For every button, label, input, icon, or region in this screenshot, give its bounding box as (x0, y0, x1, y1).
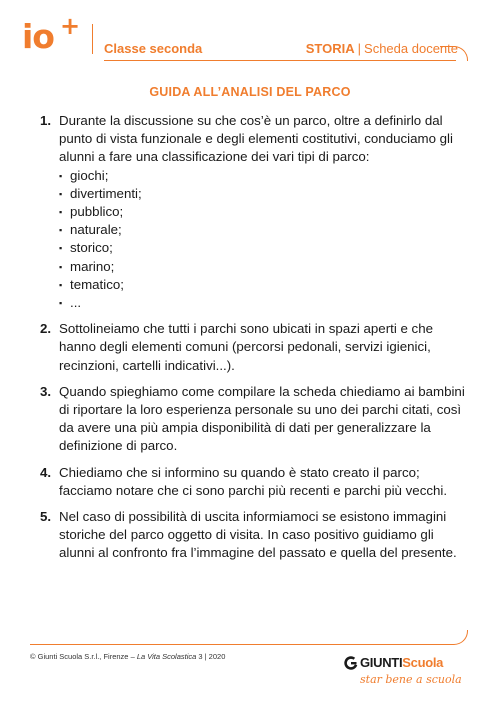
item-text: Nel caso di possibilità di uscita informiamoci se esistono immagini storiche del parco oggetto di visita. In caso positivo guidiamo gli alunni al confronto fra l’immagine del passato e quella del presente. (59, 509, 457, 561)
item-number: 5. (40, 509, 52, 525)
doc-type: Scheda docente (364, 41, 458, 56)
bullet-item: ▪ tematico; (59, 276, 465, 294)
subject-separator: | (357, 41, 362, 56)
guide-list (40, 112, 465, 571)
bullet-icon: ▪ (59, 207, 63, 218)
page-header (0, 0, 500, 72)
item-text: Quando spieghiamo come compilare la scheda chiediamo ai bambini di riportare la loro esperienza personale su uno dei parchi citati, così da avere una più ampia disponibilità di dati per generalizzare la definizione di parco. (59, 383, 465, 454)
header-rule (104, 60, 456, 61)
logo-plus: + (60, 12, 81, 40)
giunti-g-icon (344, 656, 358, 670)
item-number: 1. (40, 113, 52, 128)
publication-name: La Vita Scolastica (136, 652, 197, 661)
item-text: Durante la discussione su che cos’è un parco, oltre a definirlo dal punto di vista funzionale e degli elementi costitutivi, conduciamo gli alunni a fare una classificazione dei vari tipi di parco: (59, 113, 453, 165)
bullet-item: ▪ ... (59, 294, 465, 312)
io-plus-logo (22, 12, 82, 62)
bullet-item: ▪ marino; (59, 258, 465, 276)
item-number: 4. (40, 464, 52, 480)
subject-label (306, 41, 458, 56)
giunti-scuola-logo (344, 655, 484, 695)
bullet-item: ▪ naturale; (59, 221, 465, 239)
bullet-icon: ▪ (59, 261, 63, 272)
list-item (40, 508, 465, 563)
item-text: Chiediamo che si informino su quando è stato creato il parco; facciamo notare che ci sono parchi più recenti e parchi più vecchi. (59, 464, 448, 498)
copyright-text: © Giunti Scuola S.r.l., Firenze – (30, 652, 137, 661)
park-types-list (59, 167, 465, 313)
header-rule-curve (440, 46, 468, 61)
bullet-icon: ▪ (59, 225, 63, 236)
bullet-icon: ▪ (59, 243, 63, 254)
list-item (40, 464, 465, 500)
footer-rule (30, 644, 450, 645)
item-text: Sottolineiamo che tutti i parchi sono ubicati in spazi aperti e che hanno degli elementi comuni (percorsi pedonali, servizi igienici, recinzioni, cartelli indicativi...). (59, 321, 434, 373)
item-number: 2. (40, 321, 52, 337)
issue-number: 3 | 2020 (196, 652, 226, 661)
list-item (40, 112, 465, 312)
footer-rule-curve (440, 630, 468, 645)
brand-name: GIUNTIScuola (360, 655, 444, 670)
logo-text: io (22, 17, 54, 56)
list-item (40, 320, 465, 375)
item-number: 3. (40, 383, 52, 399)
bullet-icon: ▪ (59, 298, 63, 309)
class-label: Classe seconda (104, 41, 203, 56)
bullet-icon: ▪ (59, 170, 63, 181)
bullet-item: ▪ giochi; (59, 167, 465, 185)
bullet-icon: ▪ (59, 279, 63, 290)
bullet-item: ▪ divertimenti; (59, 185, 465, 203)
page-title: GUIDA ALL’ANALISI DEL PARCO (149, 85, 351, 99)
footer-credits (30, 652, 225, 661)
bullet-icon: ▪ (59, 188, 63, 199)
subject-name: STORIA (305, 41, 355, 56)
brand-tagline: star bene a scuola (360, 673, 462, 686)
bullet-item: ▪ storico; (59, 239, 465, 257)
list-item (40, 383, 465, 456)
header-divider (92, 24, 93, 54)
bullet-item: ▪ pubblico; (59, 203, 465, 221)
